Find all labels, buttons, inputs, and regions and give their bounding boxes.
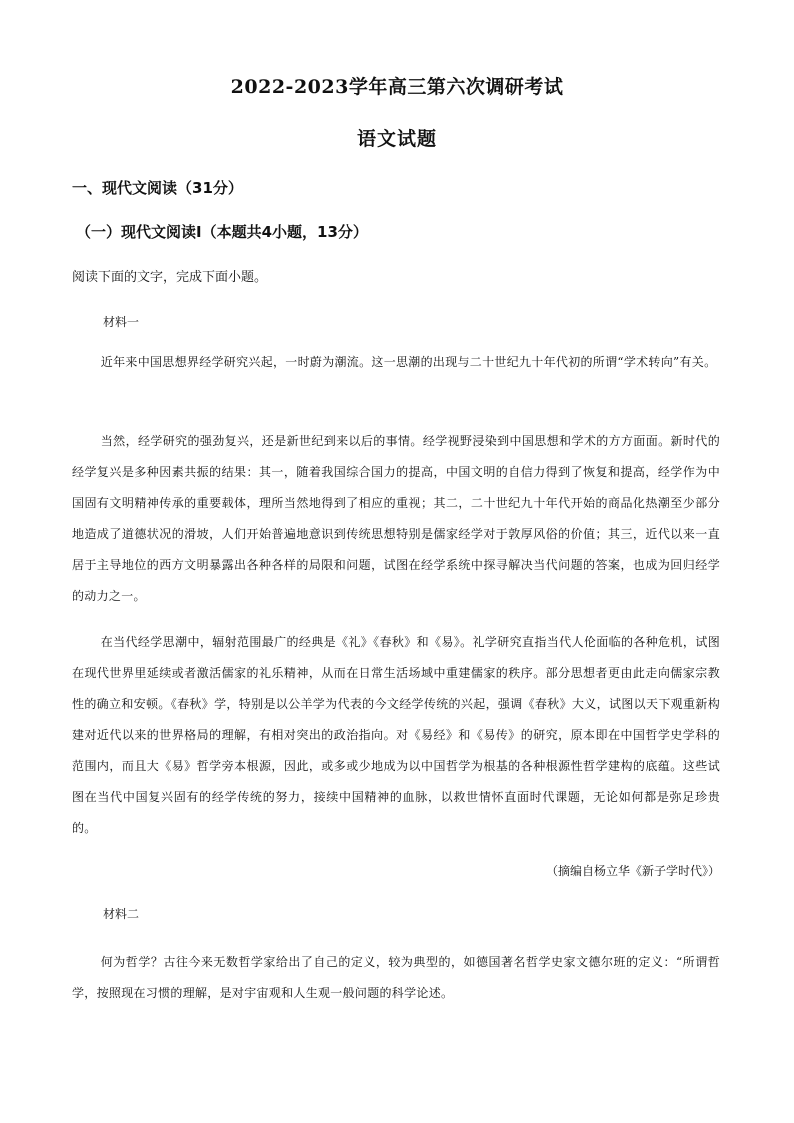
material2-label: 材料二	[103, 907, 140, 921]
material1-paragraph-3: 在当代经学思潮中，辐射范围最广的经典是《礼》《春秋》和《易》。礼学研究直指当代人伦面临的各种危机，试图在现代世界里延续或者激活儒家的礼乐精神，从而在日常生活场域中重建儒家的秩序。部分思想者更由此走向儒家宗教性的确立和安顿。《春秋》学，特别是以公羊学为代表的今文经学传统的兴起，强调《春秋》大义，试图以天下观重新构建对近代以来的世界格局的理解，有相对突出的政治指向。对《易经》和《易传》的研究，原本即在中国哲学史学科的范围内，而且大《易》哲学旁本根源，因此，或多或少地成为以中国哲学为根基的各种根源性哲学建构的底蕴。这些试图在当代中国复兴固有的经学传统的努力，接续中国精神的血脉，以救世情怀直面时代课题，无论如何都是弥足珍贵的。	[72, 635, 720, 835]
reading-instruction: 阅读下面的文字，完成下面小题。	[72, 270, 268, 285]
material2-paragraph-1: 何为哲学？古往今来无数哲学家给出了自己的定义，较为典型的，如德国著名哲学史家文德尔班的定义：“所谓哲学，按照现在习惯的理解，是对宇宙观和人生观一般问题的科学论述。	[72, 955, 720, 1000]
material1-label: 材料一	[103, 315, 140, 329]
exam-title: 2022-2023学年高三第六次调研考试	[230, 76, 564, 98]
section-subheading: （一）现代文阅读Ⅰ（本题共4小题，13分）	[76, 223, 368, 241]
material1-paragraph-1: 近年来中国思想界经学研究兴起，一时蔚为潮流。这一思潮的出现与二十世纪九十年代初的所谓“学术转向”有关。	[100, 355, 717, 369]
section-heading: 一、现代文阅读（31分）	[72, 179, 243, 197]
material1-paragraph-2: 当然，经学研究的强劲复兴，还是新世纪到来以后的事情。经学视野浸染到中国思想和学术的方方面面。新时代的经学复兴是多种因素共振的结果：其一，随着我国综合国力的提高，中国文明的自信力得到了恢复和提高，经学作为中国固有文明精神传承的重要载体，理所当然地得到了相应的重视；其二，二十世纪九十年代开始的商品化热潮至少部分地造成了道德状况的滑坡，人们开始普遍地意识到传统思想特别是儒家经学对于敦厚风俗的价值；其三，近代以来一直居于主导地位的西方文明暴露出各种各样的局限和问题，试图在经学系统中探寻解决当代问题的答案，也成为回归经学的动力之一。	[72, 434, 720, 603]
exam-subtitle: 语文试题	[356, 128, 437, 150]
material1-source: （摘编自杨立华《新子学时代》）	[545, 864, 720, 878]
